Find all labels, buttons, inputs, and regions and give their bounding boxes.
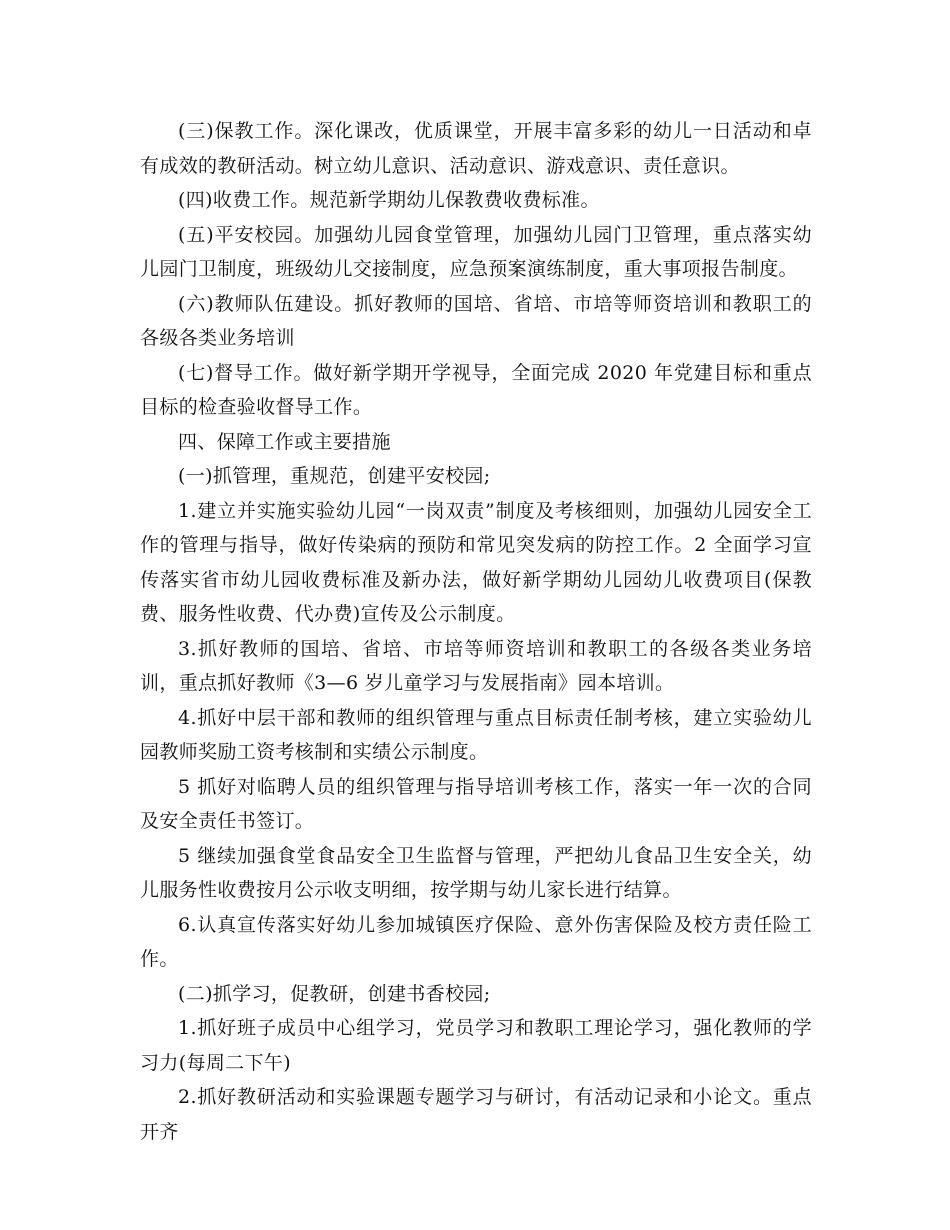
paragraph-teacher-team: (六)教师队伍建设。抓好教师的国培、省培、市培等师资培训和教职工的各级各类业务培训 [140, 292, 812, 349]
paragraph-fee-work: (四)收费工作。规范新学期幼儿保教费收费标准。 [178, 189, 600, 211]
section-heading-measures: 四、保障工作或主要措施 [178, 430, 391, 453]
document-body [140, 114, 812, 1149]
list-item-3: 3.抓好教师的国培、省培、市培等师资培训和教职工的各级各类业务培训，重点抓好教师《3—6 岁儿童学习与发展指南》园本培训。 [140, 637, 812, 694]
list-item-4: 4.抓好中层干部和教师的组织管理与重点目标责任制考核，建立实验幼儿园教师奖励工资考核制和实绩公示制度。 [140, 706, 812, 763]
list-item-5a: 5 抓好对临聘人员的组织管理与指导培训考核工作，落实一年一次的合同及安全责任书签订。 [140, 775, 812, 832]
list-item-1: 1.建立并实施实验幼儿园“一岗双责”制度及考核细则，加强幼儿园安全工作的管理与指导，做好传染病的预防和常见突发病的防控工作。2 全面学习宣传落实省市幼儿园收费标准及新办法，做好新学期幼儿园幼儿收费项目(保教费、服务性收费、代办费)宣传及公示制度。 [140, 499, 812, 625]
list-item-6: 6.认真宣传落实好幼儿参加城镇医疗保险、意外伤害保险及校方责任险工作。 [140, 913, 812, 970]
list-item-5b: 5 继续加强食堂食品安全卫生监督与管理，严把幼儿食品卫生安全关，幼儿服务性收费按月公示收支明细，按学期与幼儿家长进行结算。 [140, 844, 812, 901]
paragraph-supervision: (七)督导工作。做好新学期开学视导，全面完成 2020 年党建目标和重点目标的检查验收督导工作。 [140, 361, 812, 418]
paragraph-baojiao-work: (三)保教工作。深化课改，优质课堂，开展丰富多彩的幼儿一日活动和卓有成效的教研活动。树立幼儿意识、活动意识、游戏意识、责任意识。 [140, 120, 812, 177]
study-item-1: 1.抓好班子成员中心组学习，党员学习和教职工理论学习，强化教师的学习力(每周二下午) [140, 1017, 812, 1074]
subheading-management: (一)抓管理，重规范，创建平安校园; [178, 465, 491, 487]
subheading-study: (二)抓学习，促教研，创建书香校园; [178, 982, 491, 1005]
paragraph-safe-campus: (五)平安校园。加强幼儿园食堂管理，加强幼儿园门卫管理，重点落实幼儿园门卫制度，班级幼儿交接制度，应急预案演练制度，重大事项报告制度。 [140, 223, 812, 280]
study-item-2: 2.抓好教研活动和实验课题专题学习与研讨，有活动记录和小论文。重点开齐 [140, 1086, 812, 1143]
